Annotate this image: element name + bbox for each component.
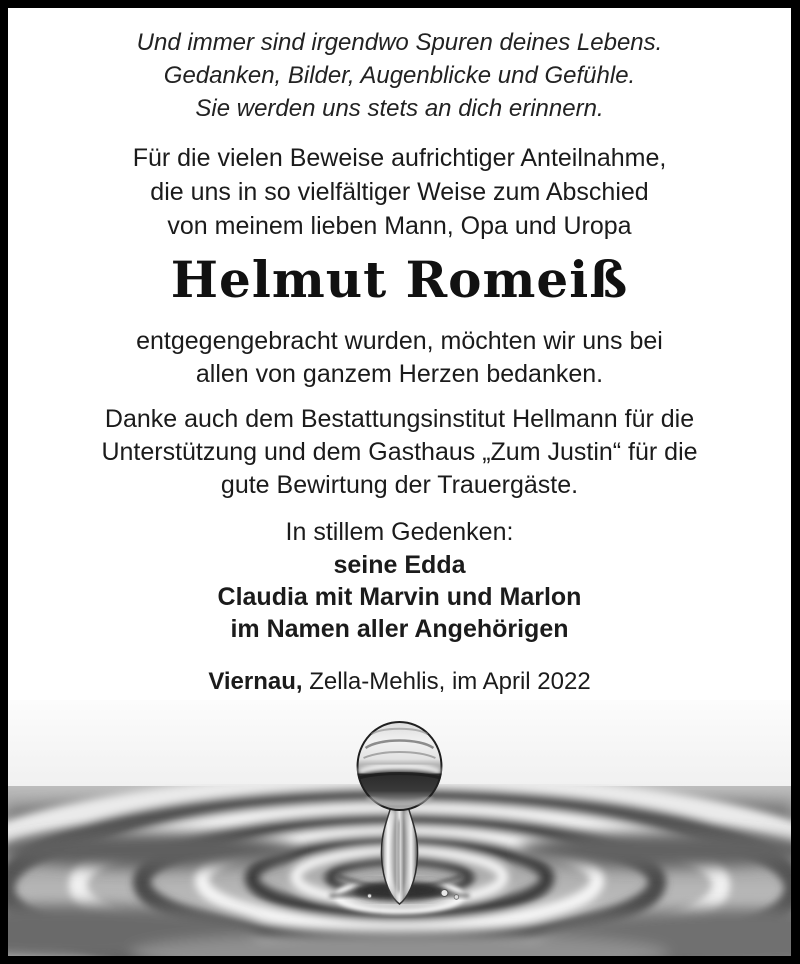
mourners-list [8, 549, 791, 645]
acknowledgement-paragraph [8, 403, 791, 502]
verse-line: Gedanken, Bilder, Augenblicke und Gefühle. [163, 62, 636, 89]
memoriam-label: In stillem Gedenken: [285, 518, 514, 546]
verse-line: Und immer sind irgendwo Spuren deines Lebens. [136, 29, 663, 56]
dateline [8, 667, 791, 697]
mourner-line: im Namen aller Angehörigen [230, 615, 569, 643]
thanks-line: allen von ganzem Herzen bedanken. [195, 360, 604, 388]
acknowledgement-line: Danke auch dem Bestattungsinstitut Hellmann für die [104, 405, 695, 433]
acknowledgement-line: gute Bewirtung der Trauergäste. [220, 471, 579, 499]
thanks-line: entgegengebracht wurden, möchten wir uns bei [136, 327, 663, 355]
thanks-paragraph [8, 325, 791, 391]
mourner-line: Claudia mit Marvin und Marlon [217, 583, 582, 611]
opening-verse [8, 26, 791, 125]
notice-sheet [8, 8, 791, 956]
intro-line: die uns in so vielfältiger Weise zum Abschied [150, 178, 649, 206]
dateline-rest: Zella-Mehlis, im April 2022 [302, 668, 591, 695]
mourner-line: seine Edda [333, 551, 466, 579]
acknowledgement-line: Unterstützung und dem Gasthaus „Zum Justin“ für die [101, 438, 698, 466]
dateline-place: Viernau, [208, 668, 303, 695]
intro-paragraph [8, 141, 791, 243]
memorial-photo [8, 700, 791, 956]
verse-line: Sie werden uns stets an dich erinnern. [195, 95, 604, 122]
intro-line: von meinem lieben Mann, Opa und Uropa [167, 212, 632, 240]
deceased-name: Helmut Romeiß [170, 250, 629, 309]
intro-line: Für die vielen Beweise aufrichtiger Anteilnahme, [132, 144, 667, 172]
notice-content [8, 8, 791, 697]
water-drop-splash-image [8, 700, 791, 956]
